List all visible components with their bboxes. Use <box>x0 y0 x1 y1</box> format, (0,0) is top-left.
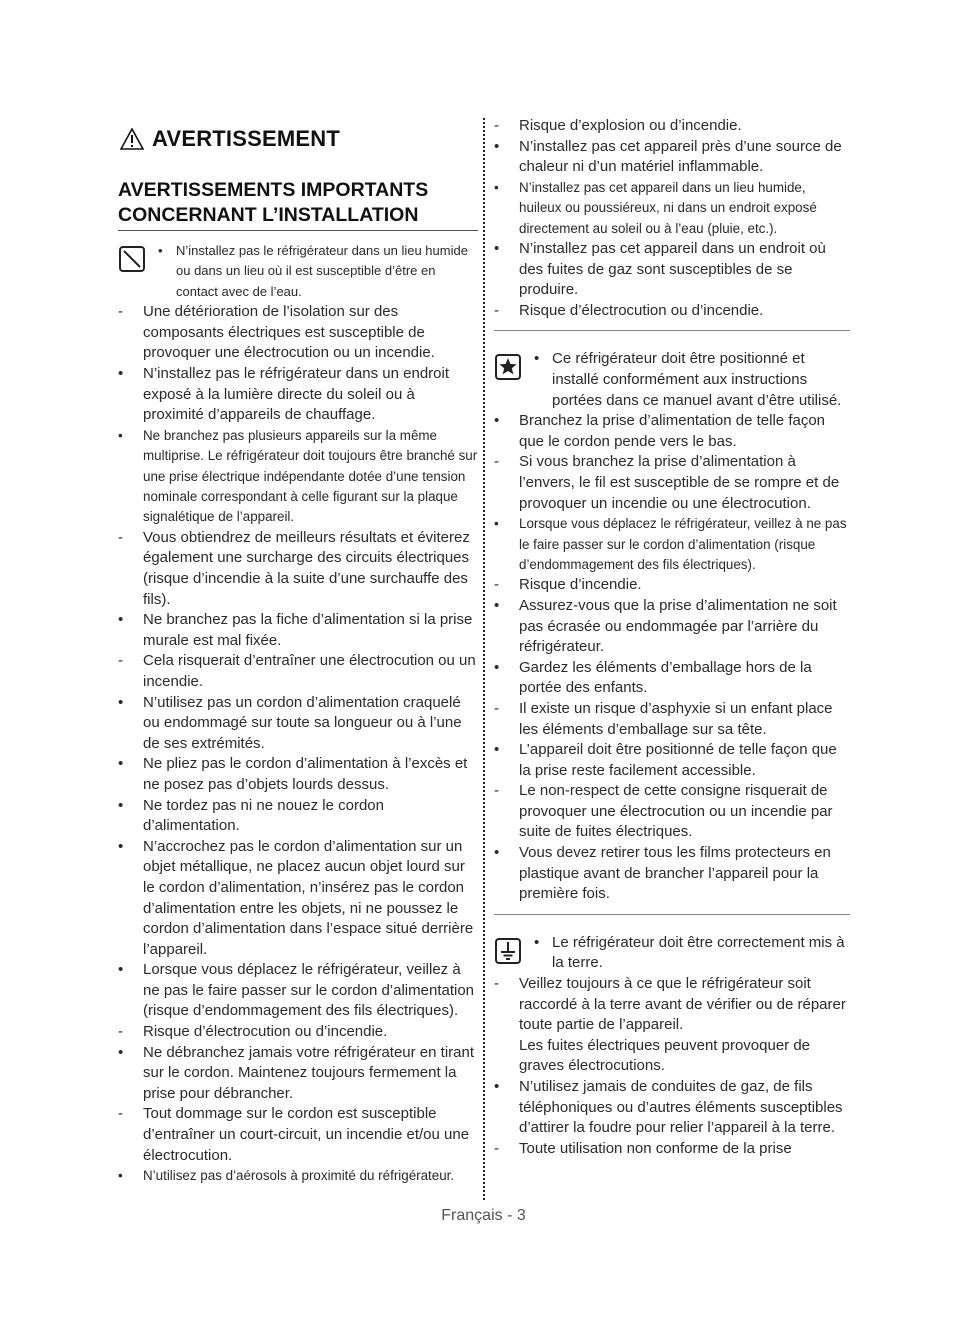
section-subtitle: AVERTISSEMENTS IMPORTANTS CONCERNANT L’INSTALLATION <box>118 178 478 231</box>
list-item <box>118 1022 478 1043</box>
dash-marker: - <box>494 576 499 594</box>
list-item <box>118 364 478 426</box>
list-item-text: Tout dommage sur le cordon est susceptible d’entraîner un court-circuit, un incendie et/ou une électrocution. <box>143 1105 470 1164</box>
dash-marker: - <box>494 782 499 800</box>
list-item-text: Si vous branchez la prise d’alimentation à l’envers, le fil est susceptible de se rompre et de provoquer un incendie ou une électrocution. <box>519 453 840 512</box>
list-item-text: Ne branchez pas la fiche d’alimentation si la prise murale est mal fixée. <box>143 611 473 649</box>
bullet: • <box>118 755 124 773</box>
dash-marker: - <box>118 652 123 670</box>
dash-marker: - <box>118 303 123 321</box>
left-column <box>118 118 478 1187</box>
list-item <box>118 302 478 364</box>
list-item <box>494 239 850 301</box>
bullet: • <box>118 837 124 855</box>
list-item-text: Risque d’explosion ou d’incendie. <box>519 117 742 134</box>
dash-marker: - <box>118 1105 123 1123</box>
warning-triangle-icon <box>120 128 144 150</box>
bullet: • <box>534 933 540 951</box>
list-item <box>118 693 478 755</box>
list-item-text: Ne tordez pas ni ne nouez le cordon d’alimentation. <box>143 796 384 835</box>
list-item <box>494 1139 850 1160</box>
list-item-text: Lorsque vous déplacez le réfrigérateur, veillez à ne pas le faire passer sur le cordon d’alimentation (risque d’endommagement des fils électriques). <box>519 516 847 572</box>
list-item <box>494 411 850 452</box>
ground-warning <box>494 933 850 974</box>
list-item <box>494 452 850 514</box>
list-item <box>494 1036 850 1077</box>
bullet: • <box>118 961 124 979</box>
list-item-text: Branchez la prise d’alimentation de telle façon que le cordon pende vers le bas. <box>519 412 826 450</box>
bullet: • <box>158 243 163 258</box>
list-item-text: Le non-respect de cette consigne risquerait de provoquer une électrocution ou un incendie par suite de fuites électriques. <box>519 782 833 841</box>
list-item <box>118 796 478 837</box>
bullet: • <box>494 240 500 257</box>
list-item <box>118 651 478 692</box>
list-item <box>118 1104 478 1166</box>
column-divider <box>483 118 485 1200</box>
list-item-text: Risque d’électrocution ou d’incendie. <box>143 1023 388 1041</box>
list-item-text: Cela risquerait d’entraîner une électrocution ou un incendie. <box>143 652 476 690</box>
dash-marker: - <box>494 1139 499 1157</box>
right-items-list-b <box>494 411 850 905</box>
list-item-text: N’installez pas cet appareil dans un lieu humide, huileux ou poussiéreux, ni dans un endroit exposé directement au soleil ou à l’eau (pluie, etc.). <box>519 179 817 236</box>
bullet: • <box>118 365 124 382</box>
bullet: • <box>118 611 124 629</box>
no-water-warning-text: N’installez pas le réfrigérateur dans un lieu humide ou dans un lieu où il est susceptible d’être en contact avec de l’eau. <box>176 243 468 299</box>
dash-marker: - <box>118 528 123 546</box>
bullet: • <box>118 1043 124 1061</box>
star-warning-text: Ce réfrigérateur doit être positionné et installé conformément aux instructions portées dans ce manuel avant d’être utilisé. <box>552 350 842 409</box>
list-item-text: N’installez pas cet appareil près d’une source de chaleur ni d’un matériel inflammable. <box>519 137 842 176</box>
list-item-text: Assurez-vous que la prise d’alimentation ne soit pas écrasée ou endommagée par l’arrière du réfrigérateur. <box>519 596 837 656</box>
right-column <box>494 116 850 1159</box>
list-item-text: Risque d’incendie. <box>519 576 642 594</box>
section-divider <box>494 914 850 915</box>
dash-marker: - <box>494 699 499 717</box>
list-item <box>118 1043 478 1105</box>
bullet: • <box>118 693 124 711</box>
list-item-text: Ne débranchez jamais votre réfrigérateur en tirant sur le cordon. Maintenez toujours fermement la prise pour débrancher. <box>143 1043 474 1102</box>
list-item <box>118 426 478 528</box>
list-item <box>494 781 850 843</box>
list-item <box>494 514 850 575</box>
warning-title <box>120 125 478 151</box>
list-item-text: Gardez les éléments d’emballage hors de la portée des enfants. <box>519 658 812 697</box>
list-item <box>118 960 478 1022</box>
list-item <box>494 699 850 740</box>
list-item-text: N’utilisez pas un cordon d’alimentation craquelé ou endommagé sur toute sa longueur ou à l’une de ses extrémités. <box>143 693 462 752</box>
list-item-text: Une détérioration de l’isolation sur des composants électriques est susceptible de provoquer une électrocution ou un incendie. <box>143 303 435 362</box>
page-footer: Français - 3 <box>441 1207 526 1224</box>
list-item-text: Risque d’électrocution ou d’incendie. <box>519 301 764 319</box>
list-item-text: N’installez pas cet appareil dans un endroit où des fuites de gaz sont susceptibles de se produire. <box>519 240 826 299</box>
list-item-text: Il existe un risque d’asphyxie si un enfant place les éléments d’emballage sur sa tête. <box>519 699 833 738</box>
list-item-text: Ne pliez pas le cordon d’alimentation à l’excès et ne posez pas d’objets lourds dessus. <box>143 755 468 793</box>
bullet: • <box>494 179 499 195</box>
list-item-text: Veillez toujours à ce que le réfrigérateur soit raccordé à la terre avant de vérifier ou de réparer toute partie de l’appareil. <box>519 975 846 1034</box>
left-items-list <box>118 302 478 1186</box>
list-item-text: L’appareil doit être positionné de telle façon que la prise reste facilement accessible. <box>519 741 837 779</box>
list-item-text: N’utilisez jamais de conduites de gaz, de fils téléphoniques ou d’autres éléments susceptibles d’attirer la foudre pour relier l’appareil à la terre. <box>519 1078 843 1137</box>
list-item <box>494 596 850 658</box>
list-item-text: Toute utilisation non conforme de la prise <box>519 1139 792 1157</box>
list-item <box>494 575 850 596</box>
list-item-text: N’installez pas le réfrigérateur dans un endroit exposé à la lumière directe du soleil ou à proximité d’appareils de chauffage. <box>143 365 449 424</box>
list-item-text: Vous obtiendrez de meilleurs résultats et éviterez également une surcharge des circuits électriques (risque d’incendie à la suite d’une surchauffe des fils). <box>143 528 470 608</box>
dash-marker: - <box>494 975 499 993</box>
bullet: • <box>118 796 124 814</box>
dash-marker: - <box>494 117 499 134</box>
ground-warning-text: Le réfrigérateur doit être correctement mis à la terre. <box>552 933 845 972</box>
bullet: • <box>494 137 500 155</box>
list-item-text: Ne branchez pas plusieurs appareils sur la même multiprise. Le réfrigérateur doit toujours être branché sur une prise électrique indépendante dotée d’une tension nominale correspondant à celle figurant sur la plaque signalétique de l’appareil. <box>143 427 478 525</box>
list-item <box>118 754 478 795</box>
list-item-text: Lorsque vous déplacez le réfrigérateur, veillez à ne pas le faire passer sur le cordon d’alimentation (risque d’endommagement des fils électriques). <box>143 961 475 1020</box>
section-divider <box>494 330 850 331</box>
bullet: • <box>494 741 500 759</box>
list-item-text: N’accrochez pas le cordon d’alimentation sur un objet métallique, ne placez aucun objet lourd sur le cordon d’alimentation, n’insérez pas le cordon d’alimentation entre les objets, ni ne poussez le cordon d’alimentation dans l’espace situé derrière l’appareil. <box>143 837 474 958</box>
bullet: • <box>494 596 500 614</box>
list-item <box>494 301 850 322</box>
list-item <box>494 116 850 137</box>
list-item <box>118 837 478 961</box>
star-icon <box>494 353 522 381</box>
bullet: • <box>494 844 500 862</box>
dash-marker: - <box>494 453 499 471</box>
warning-title-text: AVERTISSEMENT <box>152 125 340 151</box>
list-item <box>494 658 850 699</box>
dash-marker: - <box>494 301 499 319</box>
bullet: • <box>118 1168 123 1184</box>
list-item-text: Les fuites électriques peuvent provoquer de graves électrocutions. <box>519 1036 811 1075</box>
no-water-warning <box>118 241 478 302</box>
list-item <box>494 843 850 905</box>
dash-marker: - <box>118 1023 123 1041</box>
bullet: • <box>118 427 123 443</box>
ground-icon <box>494 937 522 965</box>
bullet: • <box>494 412 500 430</box>
list-item <box>494 137 850 178</box>
right-items-list-c <box>494 974 850 1159</box>
list-item-text: N’utilisez pas d’aérosols à proximité du réfrigérateur. <box>143 1168 455 1184</box>
bullet: • <box>494 658 500 676</box>
star-warning <box>494 349 850 411</box>
bullet: • <box>494 516 499 532</box>
list-item <box>494 1077 850 1139</box>
right-items-list-a <box>494 116 850 321</box>
bullet: • <box>534 350 540 368</box>
list-item <box>494 178 850 239</box>
list-item-text: Vous devez retirer tous les films protecteurs en plastique avant de brancher l’appareil pour la première fois. <box>519 844 831 903</box>
list-item <box>118 1166 478 1186</box>
bullet: • <box>494 1078 500 1095</box>
no-water-icon <box>118 245 146 273</box>
list-item <box>494 740 850 781</box>
list-item <box>118 610 478 651</box>
list-item <box>494 974 850 1036</box>
list-item <box>118 528 478 610</box>
